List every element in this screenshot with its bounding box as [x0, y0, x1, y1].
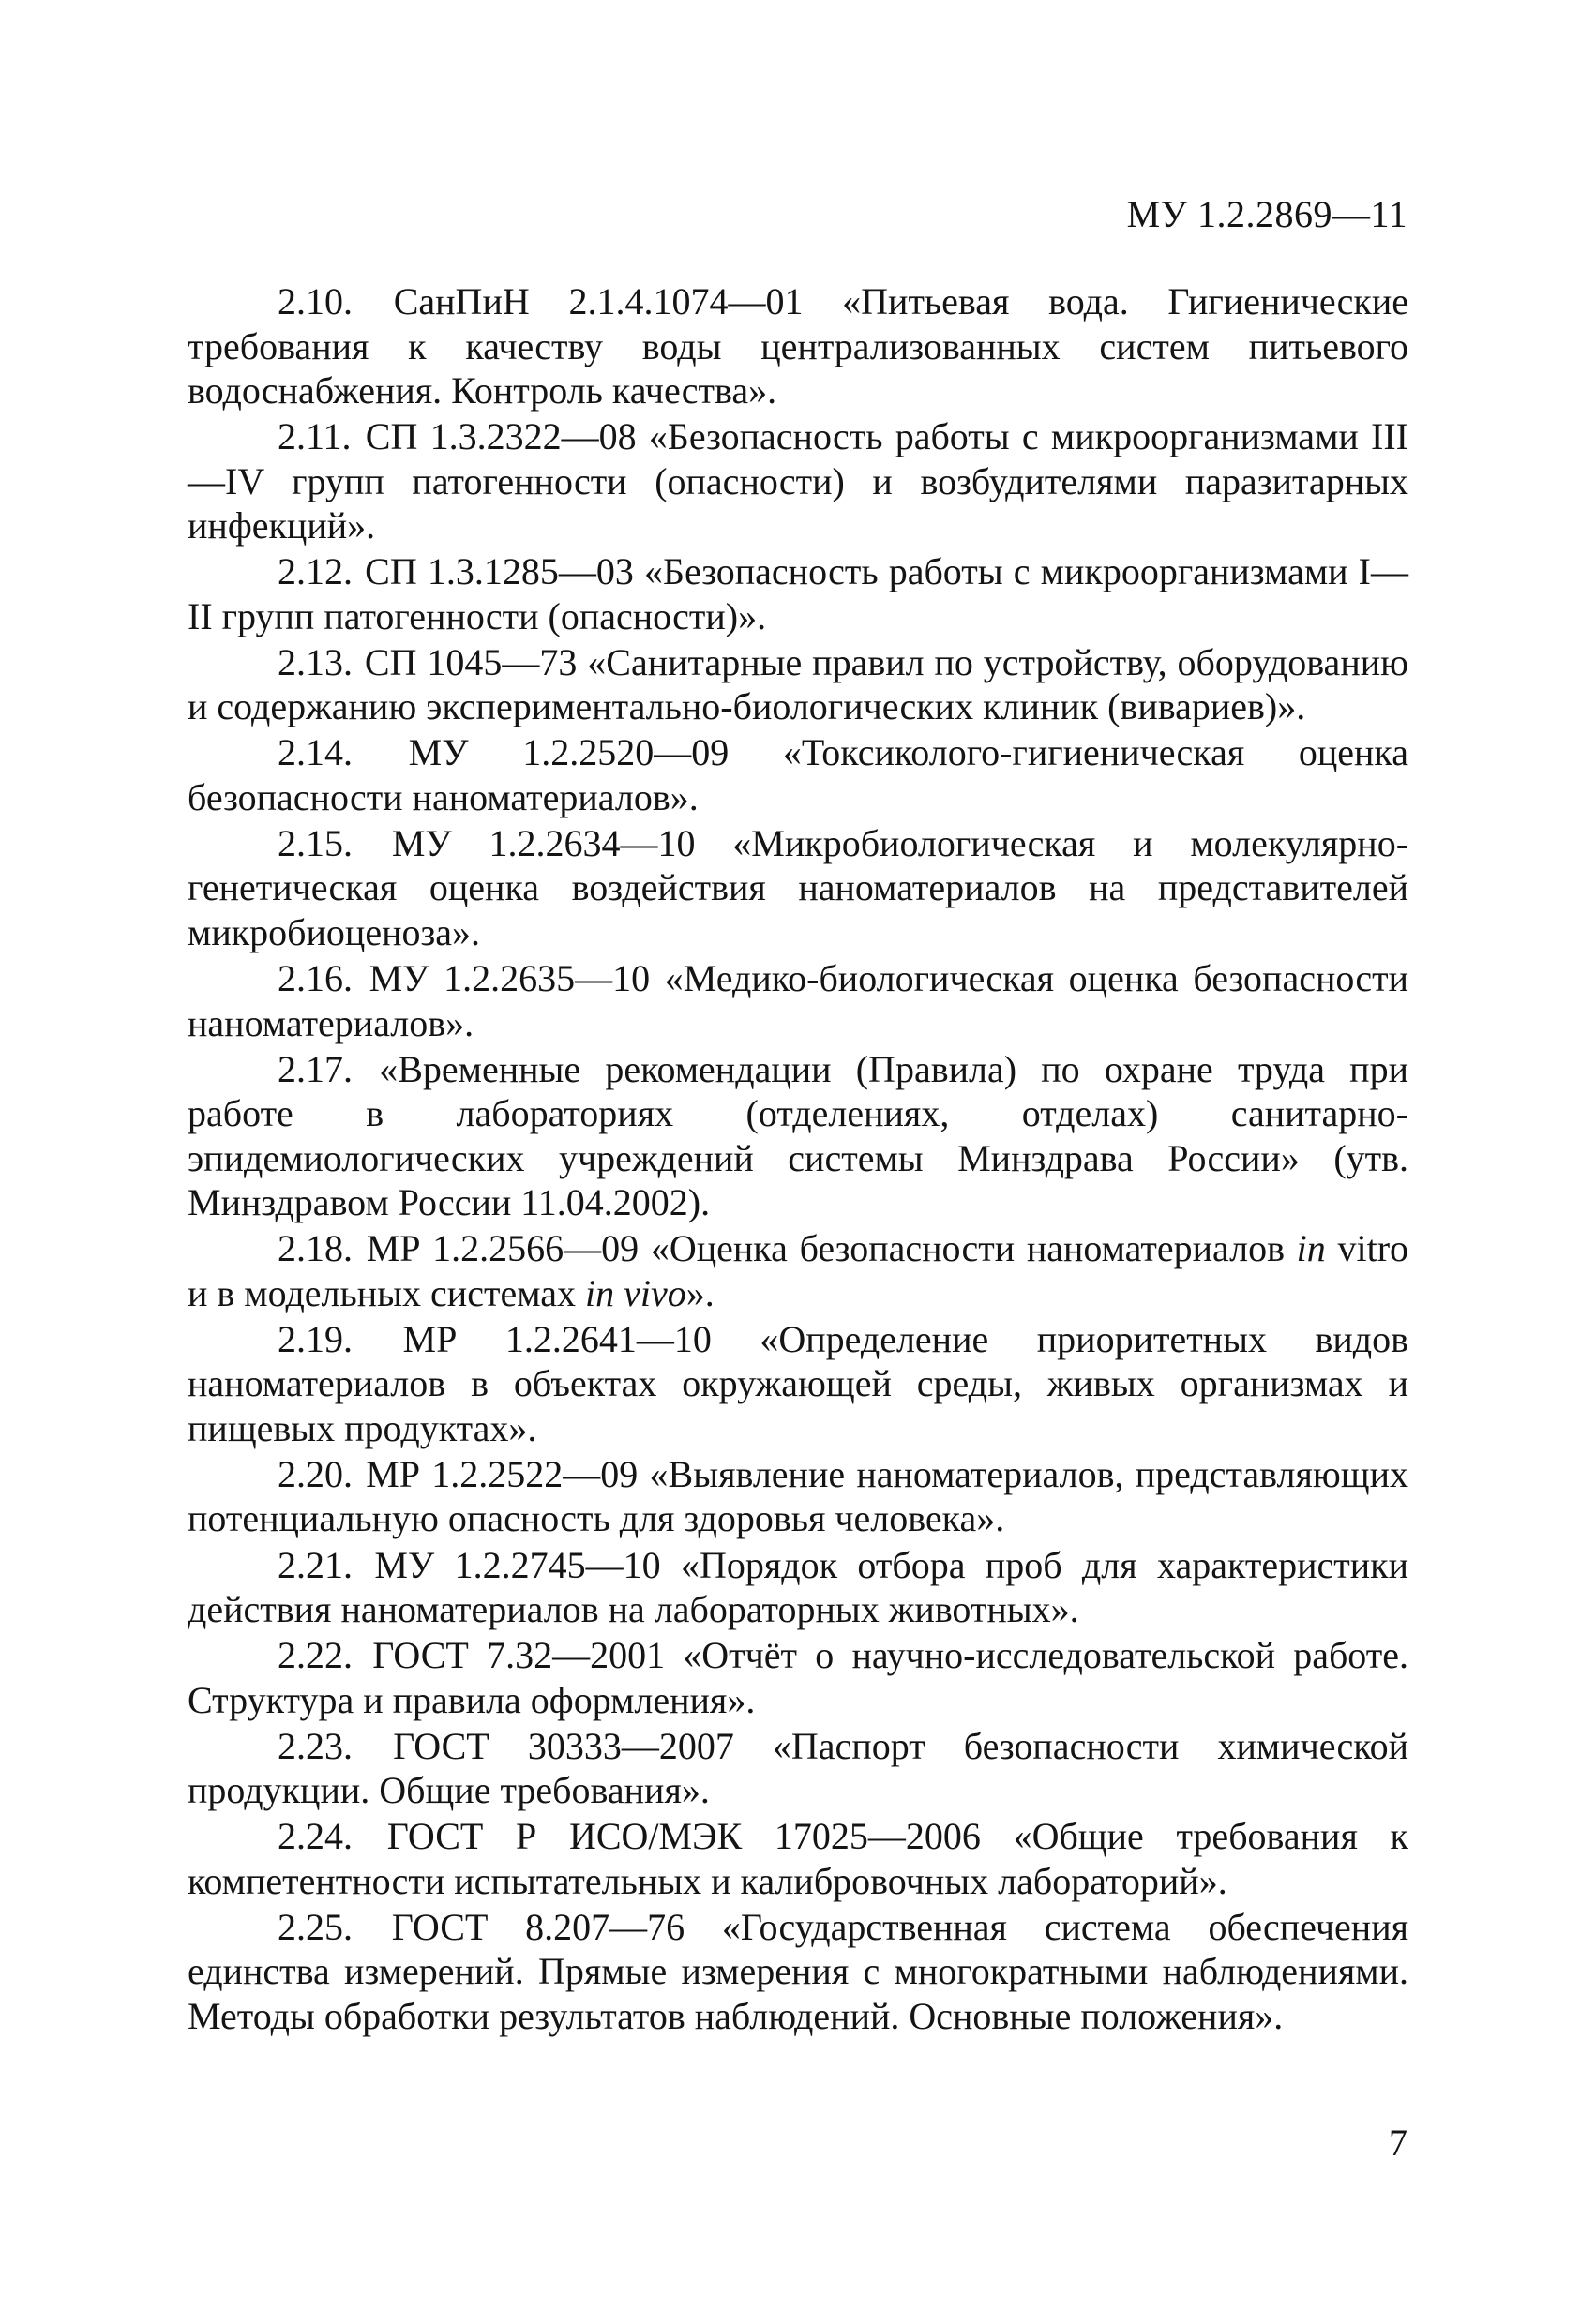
item-text: МУ 1.2.2520—09 «Токсиколого-гигиеническая оценка безопасности наноматериалов».	[188, 731, 1409, 818]
item-number: 2.21.	[278, 1543, 353, 1586]
list-item	[188, 1047, 1408, 1225]
list-item	[188, 414, 1408, 548]
item-number: 2.10.	[278, 280, 353, 322]
item-number: 2.25.	[278, 1905, 353, 1948]
item-text: СанПиН 2.1.4.1074—01 «Питьевая вода. Гигиенические требования к качеству воды централизованных систем питьевого водоснабжения. Контроль качества».	[188, 280, 1409, 412]
item-text: МР 1.2.2641—10 «Определение приоритетных видов наноматериалов в объектах окружающей среды, живых организмах и пищевых продуктах».	[188, 1317, 1409, 1449]
item-text: ГОСТ 7.32—2001 «Отчёт о научно-исследовательской работе. Структура и правила оформления».	[188, 1634, 1409, 1721]
item-text: МУ 1.2.2635—10 «Медико-биологическая оценка безопасности наноматериалов».	[188, 957, 1408, 1044]
item-number: 2.18.	[278, 1227, 353, 1270]
item-number: 2.11.	[278, 415, 352, 458]
item-number: 2.14.	[278, 731, 353, 774]
item-text-before: МР 1.2.2566—09 «Оценка безопасности наноматериалов	[366, 1227, 1297, 1270]
item-text: МУ 1.2.2745—10 «Порядок отбора проб для характеристики действия наноматериалов на лабораторных животных».	[188, 1543, 1408, 1631]
item-number: 2.17.	[278, 1047, 353, 1090]
item-text-italic-in: in	[1296, 1227, 1326, 1270]
list-item	[188, 956, 1408, 1045]
item-text: «Временные рекомендации (Правила) по охране труда при работе в лабораториях (отделениях, отделах) санитарно-эпидемиологических учреждений системы Минздрава России» (утв. Минздравом России 11.04.2002).	[188, 1047, 1408, 1224]
item-number: 2.19.	[278, 1317, 353, 1360]
document-code: МУ 1.2.2869—11	[1126, 193, 1407, 235]
list-item	[188, 730, 1408, 819]
item-text-italic-in-vivo: in vivo	[584, 1271, 686, 1314]
list-item	[188, 821, 1408, 955]
page-number: 7	[1389, 2122, 1407, 2164]
list-item	[188, 1226, 1408, 1315]
list-item	[188, 1905, 1408, 2039]
list-item	[188, 549, 1408, 638]
item-number: 2.23.	[278, 1724, 353, 1767]
item-text: ГОСТ 30333—2007 «Паспорт безопасности химической продукции. Общие требования».	[188, 1724, 1409, 1812]
list-item	[188, 279, 1408, 413]
item-number: 2.24.	[278, 1815, 353, 1858]
item-number: 2.16.	[278, 957, 353, 1000]
item-number: 2.12.	[278, 550, 353, 593]
item-text-middle: vitro и в модельных системах	[188, 1227, 1409, 1314]
item-number: 2.20.	[278, 1452, 353, 1495]
item-text: СП 1.3.1285—03 «Безопасность работы с микроорганизмами I—II групп патогенности (опасности)».	[188, 550, 1408, 637]
item-number: 2.22.	[278, 1634, 353, 1677]
list-item	[188, 1317, 1408, 1451]
list-item	[188, 1724, 1408, 1813]
item-text: МР 1.2.2522—09 «Выявление наноматериалов, представляющих потенциальную опасность для здоровья человека».	[188, 1452, 1408, 1540]
item-text-after: ».	[685, 1271, 715, 1314]
item-text: ГОСТ Р ИСО/МЭК 17025—2006 «Общие требования к компетентности испытательных и калибровочных лабораторий».	[188, 1815, 1408, 1902]
item-number: 2.13.	[278, 640, 353, 683]
list-item	[188, 640, 1408, 729]
item-number: 2.15.	[278, 821, 353, 864]
item-text: СП 1.3.2322—08 «Безопасность работы с микроорганизмами III—IV групп патогенности (опасности) и возбудителями паразитарных инфекций».	[188, 415, 1409, 547]
list-item	[188, 1814, 1408, 1903]
item-text: ГОСТ 8.207—76 «Государственная система обеспечения единства измерений. Прямые измерения с многократными наблюдениями. Методы обработки результатов наблюдений. Основные положения».	[188, 1905, 1409, 2037]
list-item	[188, 1543, 1408, 1632]
list-item	[188, 1452, 1408, 1541]
reference-list	[188, 279, 1408, 2040]
list-item	[188, 1633, 1408, 1722]
item-text: СП 1045—73 «Санитарные правил по устройству, оборудованию и содержанию экспериментально-биологических клиник (вивариев)».	[188, 640, 1409, 728]
item-text: МУ 1.2.2634—10 «Микробиологическая и молекулярно-генетическая оценка воздействия наноматериалов на представителей микробиоценоза».	[188, 821, 1409, 953]
